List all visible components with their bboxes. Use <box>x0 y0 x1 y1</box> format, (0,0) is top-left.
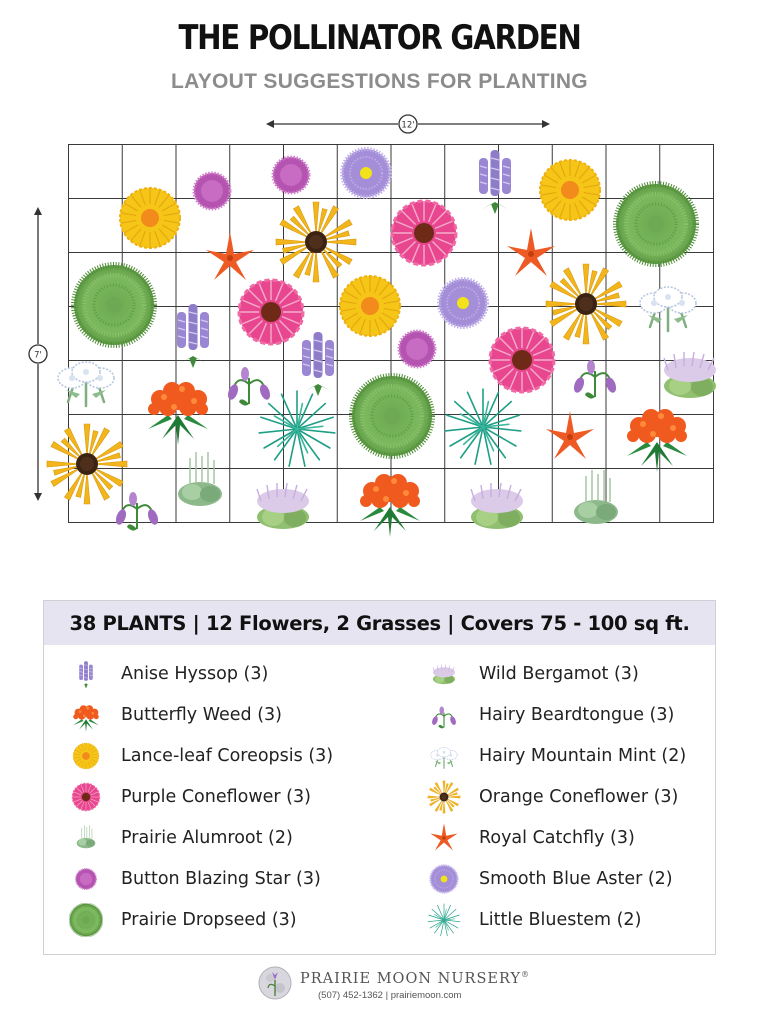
anise-hyssop-icon <box>69 657 103 691</box>
plant-beardtongue <box>572 360 618 399</box>
plant-orange-coneflower <box>276 202 356 282</box>
plant-royal-catchfly <box>546 411 594 459</box>
legend-item <box>427 817 686 858</box>
legend-column-right <box>427 653 686 940</box>
plant-legend <box>43 600 716 955</box>
plant-purple-coneflower <box>239 280 303 344</box>
legend-item-label: Royal Catchfly (3) <box>479 827 635 848</box>
legend-column-left <box>69 653 333 940</box>
purple-coneflower-icon <box>69 780 103 814</box>
legend-item-label: Butterfly Weed (3) <box>121 704 282 725</box>
little-bluestem-icon <box>427 903 461 937</box>
plant-wild-bergamot <box>664 352 716 398</box>
legend-item <box>69 776 333 817</box>
height-label: 7' <box>34 350 42 361</box>
plant-prairie-alumroot <box>178 452 222 506</box>
legend-item-label: Hairy Mountain Mint (2) <box>479 745 687 766</box>
plant-anise-hyssop <box>177 304 209 368</box>
legend-item-label: Button Blazing Star (3) <box>121 868 321 889</box>
smooth-blue-aster-icon <box>427 862 461 896</box>
orange-coneflower-icon <box>427 780 461 814</box>
legend-item <box>69 694 333 735</box>
plant-blazing-star <box>273 157 309 193</box>
plant-smooth-blue-aster <box>342 149 390 197</box>
plant-coreopsis <box>120 188 180 248</box>
legend-item <box>427 694 686 735</box>
blazing-star-icon <box>69 862 103 896</box>
prairie-moon-logo <box>258 966 292 1000</box>
prairie-dropseed-icon <box>69 903 103 937</box>
plant-mountain-mint <box>58 362 114 406</box>
legend-header: 38 PLANTS | 12 Flowers, 2 Grasses | Covers 75 - 100 sq ft. <box>44 601 715 645</box>
plant-smooth-blue-aster <box>439 279 487 327</box>
footer <box>0 966 759 1012</box>
plant-orange-coneflower <box>47 424 127 504</box>
plant-prairie-dropseed <box>616 184 696 264</box>
plant-butterfly-weed <box>360 474 420 537</box>
beardtongue-icon <box>427 698 461 732</box>
legend-item <box>427 776 686 817</box>
legend-item <box>427 653 686 694</box>
legend-item <box>69 653 333 694</box>
legend-item-label: Wild Bergamot (3) <box>479 663 639 684</box>
legend-item-label: Smooth Blue Aster (2) <box>479 868 673 889</box>
plant-wild-bergamot <box>471 483 523 529</box>
legend-item <box>69 817 333 858</box>
royal-catchfly-icon <box>427 821 461 855</box>
plant-beardtongue <box>114 492 160 531</box>
width-label: 12' <box>401 120 415 131</box>
legend-item <box>69 899 333 940</box>
prairie-alumroot-icon <box>69 821 103 855</box>
plant-prairie-dropseed <box>74 265 154 345</box>
plant-purple-coneflower <box>392 201 456 265</box>
butterfly-weed-icon <box>69 698 103 732</box>
plant-mountain-mint <box>640 287 696 331</box>
coreopsis-icon <box>69 739 103 773</box>
plant-blazing-star <box>399 331 435 367</box>
plant-butterfly-weed <box>148 382 208 445</box>
wild-bergamot-icon <box>427 657 461 691</box>
plant-anise-hyssop <box>479 150 511 214</box>
legend-item-label: Anise Hyssop (3) <box>121 663 269 684</box>
legend-item <box>427 858 686 899</box>
plant-coreopsis <box>340 276 400 336</box>
legend-item <box>69 735 333 776</box>
plant-wild-bergamot <box>257 483 309 529</box>
plant-purple-coneflower <box>490 328 554 392</box>
garden-plants <box>47 149 716 537</box>
footer-contact: (507) 452-1362 | prairiemoon.com <box>318 990 462 1001</box>
legend-item-label: Prairie Dropseed (3) <box>121 909 297 930</box>
plant-anise-hyssop <box>302 332 334 396</box>
page-title: THE POLLINATOR GARDEN <box>178 18 581 58</box>
legend-item-label: Little Bluestem (2) <box>479 909 642 930</box>
plant-little-bluestem <box>445 389 521 464</box>
plant-beardtongue <box>226 367 272 406</box>
legend-item <box>427 735 686 776</box>
footer-company-name: PRAIRIE MOON NURSERY® <box>300 970 531 987</box>
plant-blazing-star <box>194 173 230 209</box>
legend-item-label: Prairie Alumroot (2) <box>121 827 293 848</box>
legend-item-label: Purple Coneflower (3) <box>121 786 311 807</box>
legend-item <box>69 858 333 899</box>
plant-prairie-dropseed <box>352 376 432 456</box>
mountain-mint-icon <box>427 739 461 773</box>
legend-item <box>427 899 686 940</box>
plant-butterfly-weed <box>627 409 687 472</box>
legend-item-label: Hairy Beardtongue (3) <box>479 704 675 725</box>
legend-item-label: Orange Coneflower (3) <box>479 786 679 807</box>
page-subtitle: LAYOUT SUGGESTIONS FOR PLANTING <box>171 70 588 93</box>
plant-prairie-alumroot <box>574 470 618 524</box>
plant-coreopsis <box>540 160 600 220</box>
plant-little-bluestem <box>259 391 335 466</box>
plant-orange-coneflower <box>546 264 626 344</box>
legend-item-label: Lance-leaf Coreopsis (3) <box>121 745 334 766</box>
